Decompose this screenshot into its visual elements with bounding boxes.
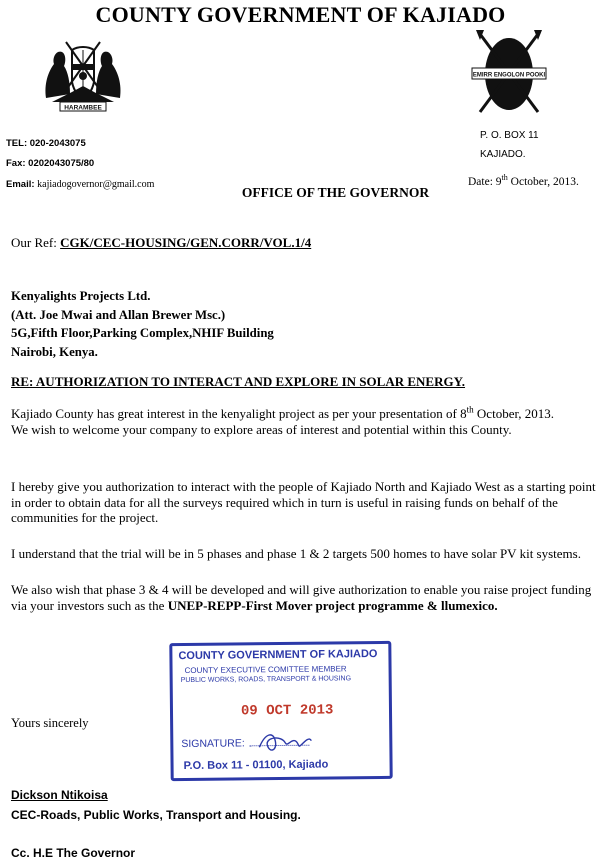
signatory-name: Dickson Ntikoisa	[11, 788, 108, 802]
kajiado-emblem-icon	[470, 28, 548, 116]
closing: Yours sincerely	[11, 716, 89, 730]
recipient-address	[11, 287, 274, 361]
address-line: Kenyalights Projects Ltd.	[11, 289, 151, 303]
paragraph-2: I hereby give you authorization to interact with the people of Kajiado North and Kajiado West as a starting point in order to obtain data for all the surveys required which in turn is useful in raising funds on behalf of the communities for the project.	[11, 479, 596, 525]
emblem-text: EMIRR ENGOLON POOKI	[472, 72, 546, 79]
date-prefix: Date: 9	[468, 176, 502, 188]
office-heading: OFFICE OF THE GOVERNOR	[241, 185, 430, 200]
ref-value: CGK/CEC-HOUSING/GEN.CORR/VOL.1/4	[60, 235, 312, 250]
official-stamp	[169, 641, 392, 781]
signature-scribble-icon	[255, 729, 315, 756]
subject-line: RE: AUTHORIZATION TO INTERACT AND EXPLORE IN SOLAR ENERGY.	[11, 374, 466, 389]
tel-line: TEL: 020-2043075	[6, 138, 86, 149]
p1-second-line: We wish to welcome your company to explore areas of interest and potential within this County.	[11, 421, 512, 437]
p1-text: Kajiado County has great interest in the kenyalight project as per your presentation of 8	[11, 406, 467, 421]
stamp-line-1: COUNTY GOVERNMENT OF KAJIADO	[178, 647, 378, 663]
stamp-address: P.O. Box 11 - 01100, Kajiado	[183, 758, 329, 773]
address-line: 5G,Fifth Floor,Parking Complex,NHIF Building	[11, 326, 274, 340]
email-address: kajiadogovernor@gmail.com	[37, 179, 155, 190]
fax-line: Fax: 0202043075/80	[6, 158, 95, 169]
p4-bold: UNEP-REPP-First Mover project programme & llumexico.	[167, 597, 498, 613]
signatory-title: CEC-Roads, Public Works, Transport and Housing.	[11, 808, 301, 822]
address-line: (Att. Joe Mwai and Allan Brewer Msc.)	[11, 307, 226, 322]
address-line: Nairobi, Kenya.	[11, 344, 98, 359]
letterhead-title: COUNTY GOVERNMENT OF KAJIADO	[95, 2, 506, 27]
p1-text-end: October, 2013.	[473, 406, 555, 421]
p4-text: We also wish that phase 3 & 4 will be developed and will give authorization to enable you raise project funding via your investors such as the	[11, 582, 592, 613]
ref-label: Our Ref:	[11, 235, 61, 250]
stamp-line-3: PUBLIC WORKS, ROADS, TRANSPORT & HOUSING	[180, 675, 352, 685]
stamp-signature-label: SIGNATURE:	[181, 737, 245, 751]
cc-line: Cc. H.E The Governor	[11, 846, 136, 860]
p1-sup: th	[466, 404, 474, 415]
po-box: P. O. BOX 11	[480, 130, 539, 141]
our-ref	[11, 235, 311, 251]
paragraph-4	[11, 582, 596, 613]
date-suffix: October, 2013.	[507, 176, 579, 188]
stamp-date: 09 OCT 2013	[240, 702, 334, 720]
date-sup: th	[501, 173, 508, 183]
stamp-line-2: COUNTY EXECUTIVE COMITTEE MEMBER	[184, 664, 347, 676]
paragraph-3: I understand that the trial will be in 5 phases and phase 1 & 2 targets 500 homes to have solar PV kit systems.	[11, 546, 581, 561]
town: KAJIADO.	[480, 149, 526, 160]
coat-of-arms-icon	[42, 36, 124, 114]
crest-motto: HARAMBEE	[64, 104, 102, 112]
paragraph-1	[11, 406, 596, 437]
email-label: Email:	[6, 179, 35, 190]
